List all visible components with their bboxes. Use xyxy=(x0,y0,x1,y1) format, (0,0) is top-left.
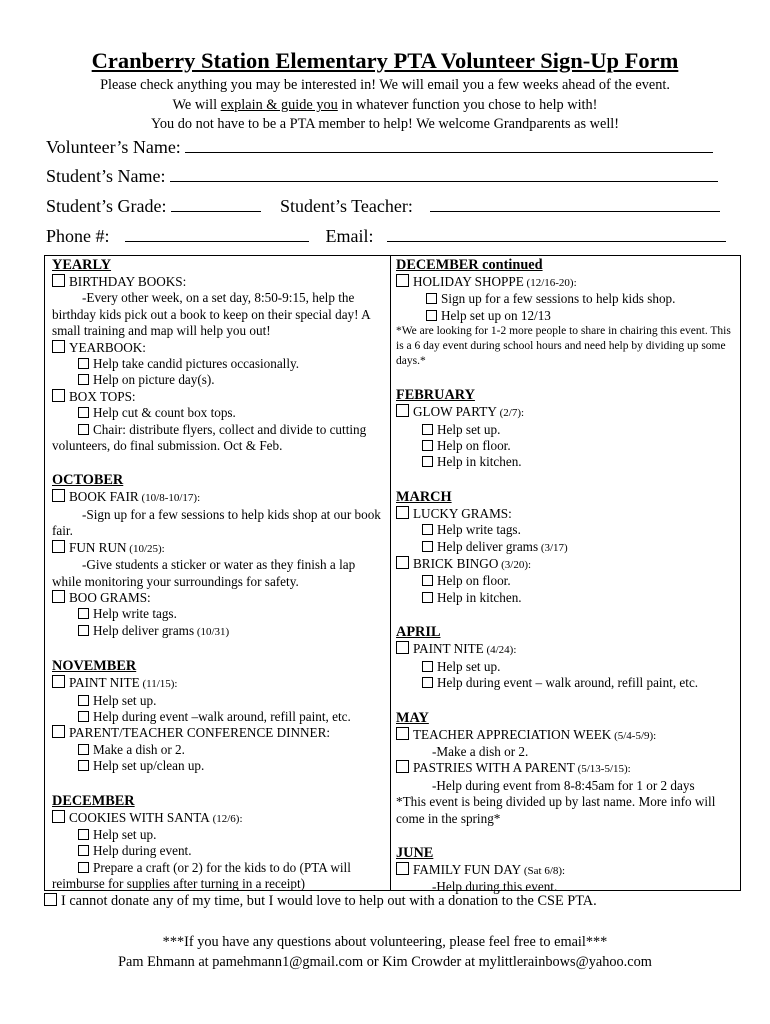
pastries-item xyxy=(396,760,736,777)
option-label: Help in kitchen. xyxy=(437,454,522,470)
event-date: (3/17) xyxy=(538,541,568,554)
phone-line[interactable] xyxy=(125,227,309,242)
yearbook-option xyxy=(52,372,386,388)
donation-checkbox[interactable] xyxy=(44,893,57,906)
section-december: DECEMBER xyxy=(52,792,135,809)
book-fair-label: BOOK FAIR xyxy=(69,489,139,505)
book-fair-item xyxy=(52,489,386,506)
family-fun-label: FAMILY FUN DAY xyxy=(413,861,522,877)
pastries-desc: -Help during event from 8-8:45am for 1 or 2 days xyxy=(432,777,695,793)
form-title: Cranberry Station Elementary PTA Volunteer Sign-Up Form xyxy=(91,48,679,73)
april-paint-option xyxy=(396,659,736,675)
paint-nite-option xyxy=(52,709,386,725)
section-april: APRIL xyxy=(396,624,441,641)
paint-nite-label: PAINT NITE xyxy=(69,675,140,691)
section-may: MAY xyxy=(396,709,429,726)
option-label: Help on picture day(s). xyxy=(93,372,215,388)
intro-line-3: You do not have to be a PTA member to help! We welcome Grandparents as well! xyxy=(150,116,620,132)
event-date: (5/4-5/9): xyxy=(611,729,657,742)
cookies-santa-option xyxy=(52,860,386,893)
option-label: Help write tags. xyxy=(93,606,177,622)
fun-run-label: FUN RUN xyxy=(69,539,127,555)
lucky-grams-item xyxy=(396,506,736,522)
email-line[interactable] xyxy=(387,227,726,242)
option-label: Help set up/clean up. xyxy=(93,758,205,774)
yearbook-picture-day-checkbox[interactable] xyxy=(78,374,89,385)
book-fair-checkbox[interactable] xyxy=(52,489,65,502)
option-label: Help set up on 12/13 xyxy=(441,307,551,323)
brick-bingo-option xyxy=(396,590,736,606)
contact-info: Pam Ehmann at pamehmann1@gmail.com or Kim Crowder at mylittlerainbows@yahoo.com xyxy=(118,954,652,970)
option-label: Help set up. xyxy=(93,826,157,842)
option-label: Help set up. xyxy=(93,692,157,708)
option-label: Help deliver grams xyxy=(437,538,539,554)
boo-grams-label: BOO GRAMS: xyxy=(69,589,151,605)
teacher-week-desc: -Make a dish or 2. xyxy=(432,743,529,759)
family-fun-checkbox[interactable] xyxy=(396,862,409,875)
birthday-books-desc: -Every other week, on a set day, 8:50-9:15, help the birthday kids pick out a book to keep on their special day! A small training and map will help you out! xyxy=(52,290,370,339)
glow-setup-checkbox[interactable] xyxy=(422,424,433,435)
option-label: Help on floor. xyxy=(437,438,511,454)
cookies-santa-option xyxy=(52,827,386,843)
event-date: (12/6): xyxy=(209,812,243,825)
box-tops-label: BOX TOPS: xyxy=(69,388,136,404)
student-grade-label: Student’s Grade: xyxy=(46,196,167,216)
teacher-week-checkbox[interactable] xyxy=(396,727,409,740)
birthday-books-item xyxy=(52,274,386,290)
teacher-week-item xyxy=(396,727,736,744)
section-december-continued: DECEMBER continued xyxy=(396,257,543,273)
section-yearly: YEARLY xyxy=(52,257,112,273)
student-teacher-line[interactable] xyxy=(430,197,720,212)
paint-nite-item xyxy=(52,675,386,692)
ptc-dish-checkbox[interactable] xyxy=(78,744,89,755)
yearbook-checkbox[interactable] xyxy=(52,340,65,353)
event-date: (10/31) xyxy=(194,625,230,638)
lucky-grams-checkbox[interactable] xyxy=(396,506,409,519)
option-label: Prepare a craft (or 2) for the kids to do (PTA will reimburse for supplies after turning in a receipt) xyxy=(52,859,351,892)
ptc-dinner-option xyxy=(52,742,386,758)
brick-bingo-label: BRICK BINGO xyxy=(413,556,499,572)
option-label: Help cut & count box tops. xyxy=(93,405,236,421)
holiday-shoppe-label: HOLIDAY SHOPPE xyxy=(413,274,524,289)
glow-party-option xyxy=(396,454,736,470)
phone-label: Phone #: xyxy=(46,226,110,246)
event-date: (4/24): xyxy=(483,644,517,657)
lucky-grams-option xyxy=(396,539,736,556)
section-november: NOVEMBER xyxy=(52,658,137,675)
left-column xyxy=(52,257,386,893)
cookies-santa-checkbox[interactable] xyxy=(52,810,65,823)
april-paint-nite-checkbox[interactable] xyxy=(396,641,409,654)
glow-party-label: GLOW PARTY xyxy=(413,404,497,420)
april-setup-checkbox[interactable] xyxy=(422,661,433,672)
box-tops-option xyxy=(52,422,386,455)
holiday-shoppe-item xyxy=(396,274,736,291)
pastries-note: *This event is being divided up by last name. More info will come in the spring* xyxy=(396,794,716,826)
questions-note: ***If you have any questions about volunteering, please feel free to email*** xyxy=(162,934,608,950)
lucky-grams-label: LUCKY GRAMS: xyxy=(413,505,512,521)
cookies-setup-checkbox[interactable] xyxy=(78,829,89,840)
student-teacher-label: Student’s Teacher: xyxy=(279,196,413,216)
option-label: Help write tags. xyxy=(437,522,521,538)
event-date: (3/20): xyxy=(498,559,532,572)
holiday-shop-checkbox[interactable] xyxy=(426,293,437,304)
donation-label: I cannot donate any of my time, but I would love to help out with a donation to the CSE PTA. xyxy=(61,893,597,909)
lucky-grams-option xyxy=(396,522,736,538)
book-fair-desc: -Sign up for a few sessions to help kids shop at our book fair. xyxy=(52,506,381,539)
paint-nite-setup-checkbox[interactable] xyxy=(78,695,89,706)
april-paint-option xyxy=(396,675,736,691)
brick-bingo-checkbox[interactable] xyxy=(396,556,409,569)
glow-party-checkbox[interactable] xyxy=(396,404,409,417)
april-paint-nite-item xyxy=(396,641,736,658)
column-divider xyxy=(390,256,391,890)
yearbook-label: YEARBOOK: xyxy=(69,339,146,355)
pastries-label: PASTRIES WITH A PARENT xyxy=(413,760,575,776)
section-march: MARCH xyxy=(396,488,452,505)
glow-floor-checkbox[interactable] xyxy=(422,440,433,451)
boo-grams-tags-checkbox[interactable] xyxy=(78,608,89,619)
event-date: (Sat 6/8): xyxy=(521,864,566,877)
grade-teacher-field[interactable] xyxy=(46,196,726,217)
volunteer-name-field[interactable] xyxy=(46,137,726,158)
boo-grams-item xyxy=(52,590,386,606)
intro-line-2 xyxy=(0,97,770,114)
option-label: Help take candid pictures occasionally. xyxy=(93,356,300,372)
ptc-dinner-checkbox[interactable] xyxy=(52,725,65,738)
holiday-shoppe-option xyxy=(396,308,736,324)
event-date: (12/16-20): xyxy=(523,277,577,289)
right-column xyxy=(396,257,736,896)
yearbook-candid-checkbox[interactable] xyxy=(78,358,89,369)
brick-bingo-option xyxy=(396,573,736,589)
box-tops-chair-checkbox[interactable] xyxy=(78,424,89,435)
paint-nite-during-checkbox[interactable] xyxy=(78,711,89,722)
event-date: (5/13-5/15): xyxy=(574,763,631,776)
boo-grams-option xyxy=(52,623,386,640)
birthday-books-checkbox[interactable] xyxy=(52,274,65,287)
bingo-kitchen-checkbox[interactable] xyxy=(422,592,433,603)
ptc-dinner-label: PARENT/TEACHER CONFERENCE DINNER: xyxy=(69,725,331,741)
option-label: Help set up. xyxy=(437,421,501,437)
paint-nite-label: PAINT NITE xyxy=(413,641,484,657)
box-tops-checkbox[interactable] xyxy=(52,389,65,402)
birthday-books-label: BIRTHDAY BOOKS: xyxy=(69,274,187,289)
option-label: Help during event – walk around, refill paint, etc. xyxy=(437,675,699,691)
ptc-setup-checkbox[interactable] xyxy=(78,760,89,771)
yearbook-option xyxy=(52,356,386,372)
section-october: OCTOBER xyxy=(52,472,124,489)
option-label: Chair: distribute flyers, collect and divide to cutting volunteers, do final submission. Oct & Feb. xyxy=(52,421,367,454)
brick-bingo-item xyxy=(396,556,736,573)
cookies-during-checkbox[interactable] xyxy=(78,845,89,856)
phone-email-field[interactable] xyxy=(46,226,726,247)
boo-grams-option xyxy=(52,606,386,622)
holiday-shoppe-checkbox[interactable] xyxy=(396,274,409,287)
option-label: Help during event –walk around, refill paint, etc. xyxy=(93,708,351,724)
student-name-label: Student’s Name: xyxy=(46,166,166,186)
april-during-checkbox[interactable] xyxy=(422,677,433,688)
section-june: JUNE xyxy=(396,844,434,861)
cookies-craft-checkbox[interactable] xyxy=(78,862,89,873)
option-label: Help during event. xyxy=(93,843,192,859)
student-name-field[interactable] xyxy=(46,166,726,187)
family-fun-desc: -Help during this event. xyxy=(432,879,558,895)
cookies-santa-option xyxy=(52,843,386,859)
paint-nite-checkbox[interactable] xyxy=(52,675,65,688)
donation-option xyxy=(44,893,597,910)
option-label: Help in kitchen. xyxy=(437,589,522,605)
student-grade-line[interactable] xyxy=(171,197,261,212)
glow-party-item xyxy=(396,404,736,421)
holiday-shoppe-option xyxy=(396,291,736,307)
pastries-checkbox[interactable] xyxy=(396,760,409,773)
intro-text: in whatever function you chose to help with! xyxy=(337,97,598,113)
box-tops-item xyxy=(52,389,386,405)
intro-line-1: Please check anything you may be interested in! We will email you a few weeks ahead of the event. xyxy=(100,77,670,93)
option-label: Help on floor. xyxy=(437,573,511,589)
lucky-deliver-checkbox[interactable] xyxy=(422,541,433,552)
family-fun-item xyxy=(396,862,736,879)
intro-emphasis: explain & guide you xyxy=(220,97,338,113)
boo-grams-checkbox[interactable] xyxy=(52,590,65,603)
fun-run-item xyxy=(52,540,386,557)
box-tops-cut-checkbox[interactable] xyxy=(78,407,89,418)
event-date: (10/25): xyxy=(126,542,165,555)
box-tops-option xyxy=(52,405,386,421)
ptc-dinner-option xyxy=(52,758,386,774)
intro-text: We will xyxy=(172,97,221,113)
fun-run-checkbox[interactable] xyxy=(52,540,65,553)
paint-nite-option xyxy=(52,693,386,709)
ptc-dinner-item xyxy=(52,725,386,741)
fun-run-desc: -Give students a sticker or water as they finish a lap while monitoring your surroundings for safety. xyxy=(52,557,356,589)
lucky-tags-checkbox[interactable] xyxy=(422,524,433,535)
option-label: Help deliver grams xyxy=(93,622,195,638)
glow-party-option xyxy=(396,438,736,454)
event-date: (10/8-10/17): xyxy=(138,492,201,505)
holiday-shoppe-note: *We are looking for 1-2 more people to share in chairing this event. This is a 6 day event during school hours and need help by dividing up some days.* xyxy=(396,325,731,368)
option-label: Make a dish or 2. xyxy=(93,741,185,757)
option-label: Help set up. xyxy=(437,658,501,674)
yearbook-item xyxy=(52,340,386,356)
glow-kitchen-checkbox[interactable] xyxy=(422,456,433,467)
glow-party-option xyxy=(396,422,736,438)
bingo-floor-checkbox[interactable] xyxy=(422,575,433,586)
event-date: (11/15): xyxy=(139,678,178,691)
cookies-santa-item xyxy=(52,810,386,827)
email-label: Email: xyxy=(325,226,374,246)
student-name-line[interactable] xyxy=(170,167,718,182)
section-february: FEBRUARY xyxy=(396,387,475,404)
teacher-week-label: TEACHER APPRECIATION WEEK xyxy=(413,726,612,742)
holiday-setup-checkbox[interactable] xyxy=(426,310,437,321)
volunteer-name-line[interactable] xyxy=(185,138,713,153)
boo-grams-deliver-checkbox[interactable] xyxy=(78,625,89,636)
volunteer-name-label: Volunteer’s Name: xyxy=(46,137,181,157)
option-label: Sign up for a few sessions to help kids shop. xyxy=(441,291,676,307)
cookies-santa-label: COOKIES WITH SANTA xyxy=(69,809,210,825)
event-date: (2/7): xyxy=(496,407,525,420)
